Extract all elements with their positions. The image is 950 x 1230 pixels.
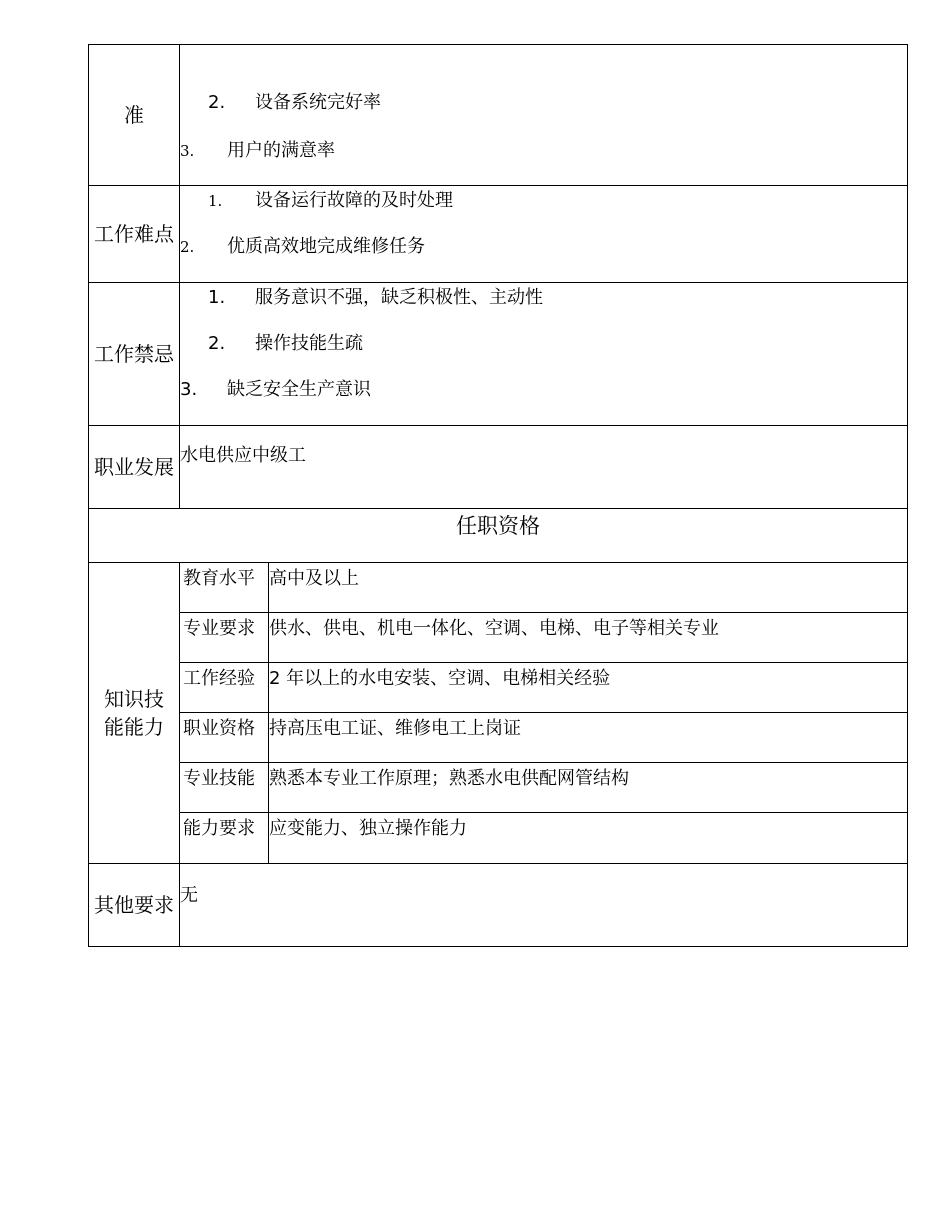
standard-row	[89, 45, 908, 186]
difficulty-content	[180, 186, 908, 283]
other-label: 其他要求	[89, 864, 180, 947]
career-row	[89, 426, 908, 509]
taboo-row	[89, 283, 908, 426]
skill-label: 专业技能	[180, 763, 269, 813]
ability-label: 能力要求	[180, 813, 269, 864]
list-item: 3. 缺乏安全生产意识	[180, 379, 371, 400]
qualification-row	[89, 663, 908, 713]
difficulty-label: 工作难点	[89, 186, 180, 283]
other-content	[180, 864, 908, 947]
knowledge-skill-label: 知识技能能力	[89, 563, 180, 864]
list-item: 1. 设备运行故障的及时处理	[208, 190, 453, 211]
skill-value: 熟悉本专业工作原理；熟悉水电供配网管结构	[269, 763, 908, 813]
difficulty-row	[89, 186, 908, 283]
job-description-table	[88, 44, 908, 947]
career-value: 水电供应中级工	[180, 445, 306, 466]
qualification-row	[89, 763, 908, 813]
list-item: 3. 用户的满意率	[180, 140, 335, 161]
education-label: 教育水平	[180, 563, 269, 613]
qualification-title-row	[89, 509, 908, 563]
taboo-content	[180, 283, 908, 426]
experience-label: 工作经验	[180, 663, 269, 713]
career-label: 职业发展	[89, 426, 180, 509]
experience-value: 2 年以上的水电安装、空调、电梯相关经验	[269, 663, 908, 713]
standard-label: 准	[89, 45, 180, 186]
standard-content	[180, 45, 908, 186]
major-label: 专业要求	[180, 613, 269, 663]
list-item: 2. 优质高效地完成维修任务	[180, 236, 425, 257]
qualification-row	[89, 713, 908, 763]
certificate-value: 持高压电工证、维修电工上岗证	[269, 713, 908, 763]
ability-value: 应变能力、独立操作能力	[269, 813, 908, 864]
certificate-label: 职业资格	[180, 713, 269, 763]
list-item: 2. 操作技能生疏	[208, 333, 363, 354]
career-content	[180, 426, 908, 509]
qualification-row	[89, 813, 908, 864]
section-title: 任职资格	[89, 509, 908, 563]
qualification-row	[89, 613, 908, 663]
other-value: 无	[180, 885, 198, 906]
education-value: 高中及以上	[269, 563, 908, 613]
qualification-row	[89, 563, 908, 613]
list-item: 2. 设备系统完好率	[208, 92, 381, 113]
taboo-label: 工作禁忌	[89, 283, 180, 426]
list-item: 1. 服务意识不强，缺乏积极性、主动性	[208, 287, 543, 308]
other-row	[89, 864, 908, 947]
major-value: 供水、供电、机电一体化、空调、电梯、电子等相关专业	[269, 613, 908, 663]
